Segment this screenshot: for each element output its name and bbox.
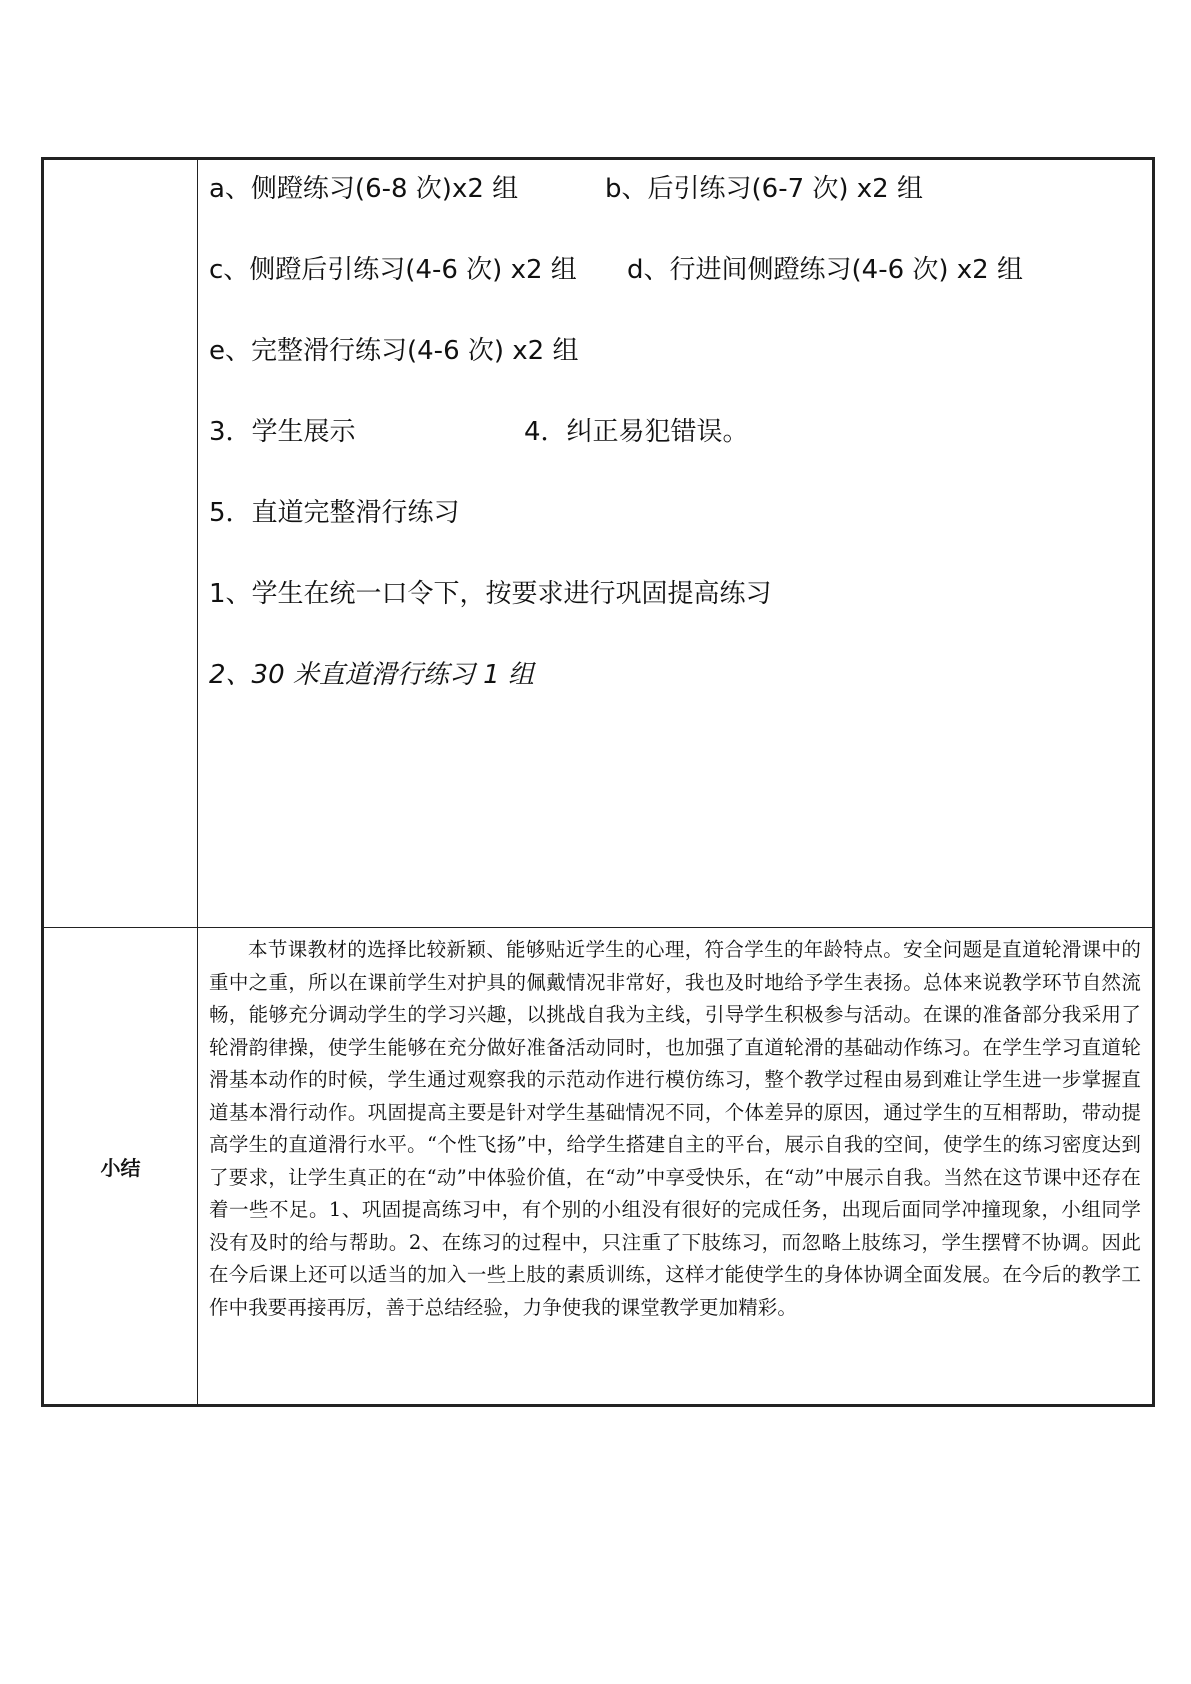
exercise-b: b、后引练习(6-7 次) x2 组 — [605, 174, 923, 204]
thirty-meter-item: 2、30 米直道滑行练习 1 组 — [209, 660, 534, 690]
student-demo-item: 3．学生展示 — [209, 417, 356, 447]
exercise-line-1 — [209, 174, 1140, 204]
consolidation-item: 1、学生在统一口令下，按要求进行巩固提高练习 — [209, 579, 772, 609]
exercise-line-5 — [209, 498, 1140, 528]
summary-label-cell — [43, 928, 198, 1406]
straight-glide-item: 5．直道完整滑行练习 — [209, 498, 460, 528]
exercise-e: e、完整滑行练习(4-6 次) x2 组 — [209, 336, 579, 366]
lesson-plan-table — [41, 157, 1155, 1407]
exercises-row — [43, 159, 1154, 928]
exercise-line-7 — [209, 660, 1140, 690]
exercise-line-6 — [209, 579, 1140, 609]
summary-row — [43, 928, 1154, 1406]
exercises-label-cell — [43, 159, 198, 928]
summary-content-cell — [198, 928, 1154, 1406]
summary-label: 小结 — [100, 1155, 141, 1180]
exercise-line-3 — [209, 336, 1140, 366]
exercise-line-2 — [209, 255, 1140, 285]
exercise-c: c、侧蹬后引练习(4-6 次) x2 组 — [209, 255, 577, 285]
correct-errors-item: 4．纠正易犯错误。 — [524, 417, 749, 447]
exercise-d: d、行进间侧蹬练习(4-6 次) x2 组 — [627, 255, 1023, 285]
exercise-line-4 — [209, 417, 1140, 447]
exercises-content-cell — [198, 159, 1154, 928]
summary-text: 本节课教材的选择比较新颖、能够贴近学生的心理，符合学生的年龄特点。安全问题是直道轮滑课中的重中之重，所以在课前学生对护具的佩戴情况非常好，我也及时地给予学生表扬。总体来说教学环节自然流畅，能够充分调动学生的学习兴趣，以挑战自我为主线，引导学生积极参与活动。在课的准备部分我采用了轮滑韵律操，使学生能够在充分做好准备活动同时，也加强了直道轮滑的基础动作练习。在学生学习直道轮滑基本动作的时候，学生通过观察我的示范动作进行模仿练习，整个教学过程由易到难让学生进一步掌握直道基本滑行动作。巩固提高主要是针对学生基础情况不同，个体差异的原因，通过学生的互相帮助，带动提高学生的直道滑行水平。“个性飞扬”中，给学生搭建自主的平台，展示自我的空间，使学生的练习密度达到了要求，让学生真正的在“动”中体验价值，在“动”中享受快乐，在“动”中展示自我。当然在这节课中还存在着一些不足。1、巩固提高练习中，有个别的小组没有很好的完成任务，出现后面同学冲撞现象，小组同学没有及时的给与帮助。2、在练习的过程中，只注重了下肢练习，而忽略上肢练习，学生摆臂不协调。因此在今后课上还可以适当的加入一些上肢的素质训练，这样才能使学生的身体协调全面发展。在今后的教学工作中我要再接再厉，善于总结经验，力争使我的课堂教学更加精彩。 — [209, 938, 1141, 1319]
exercise-a: a、侧蹬练习(6-8 次)x2 组 — [209, 174, 519, 204]
